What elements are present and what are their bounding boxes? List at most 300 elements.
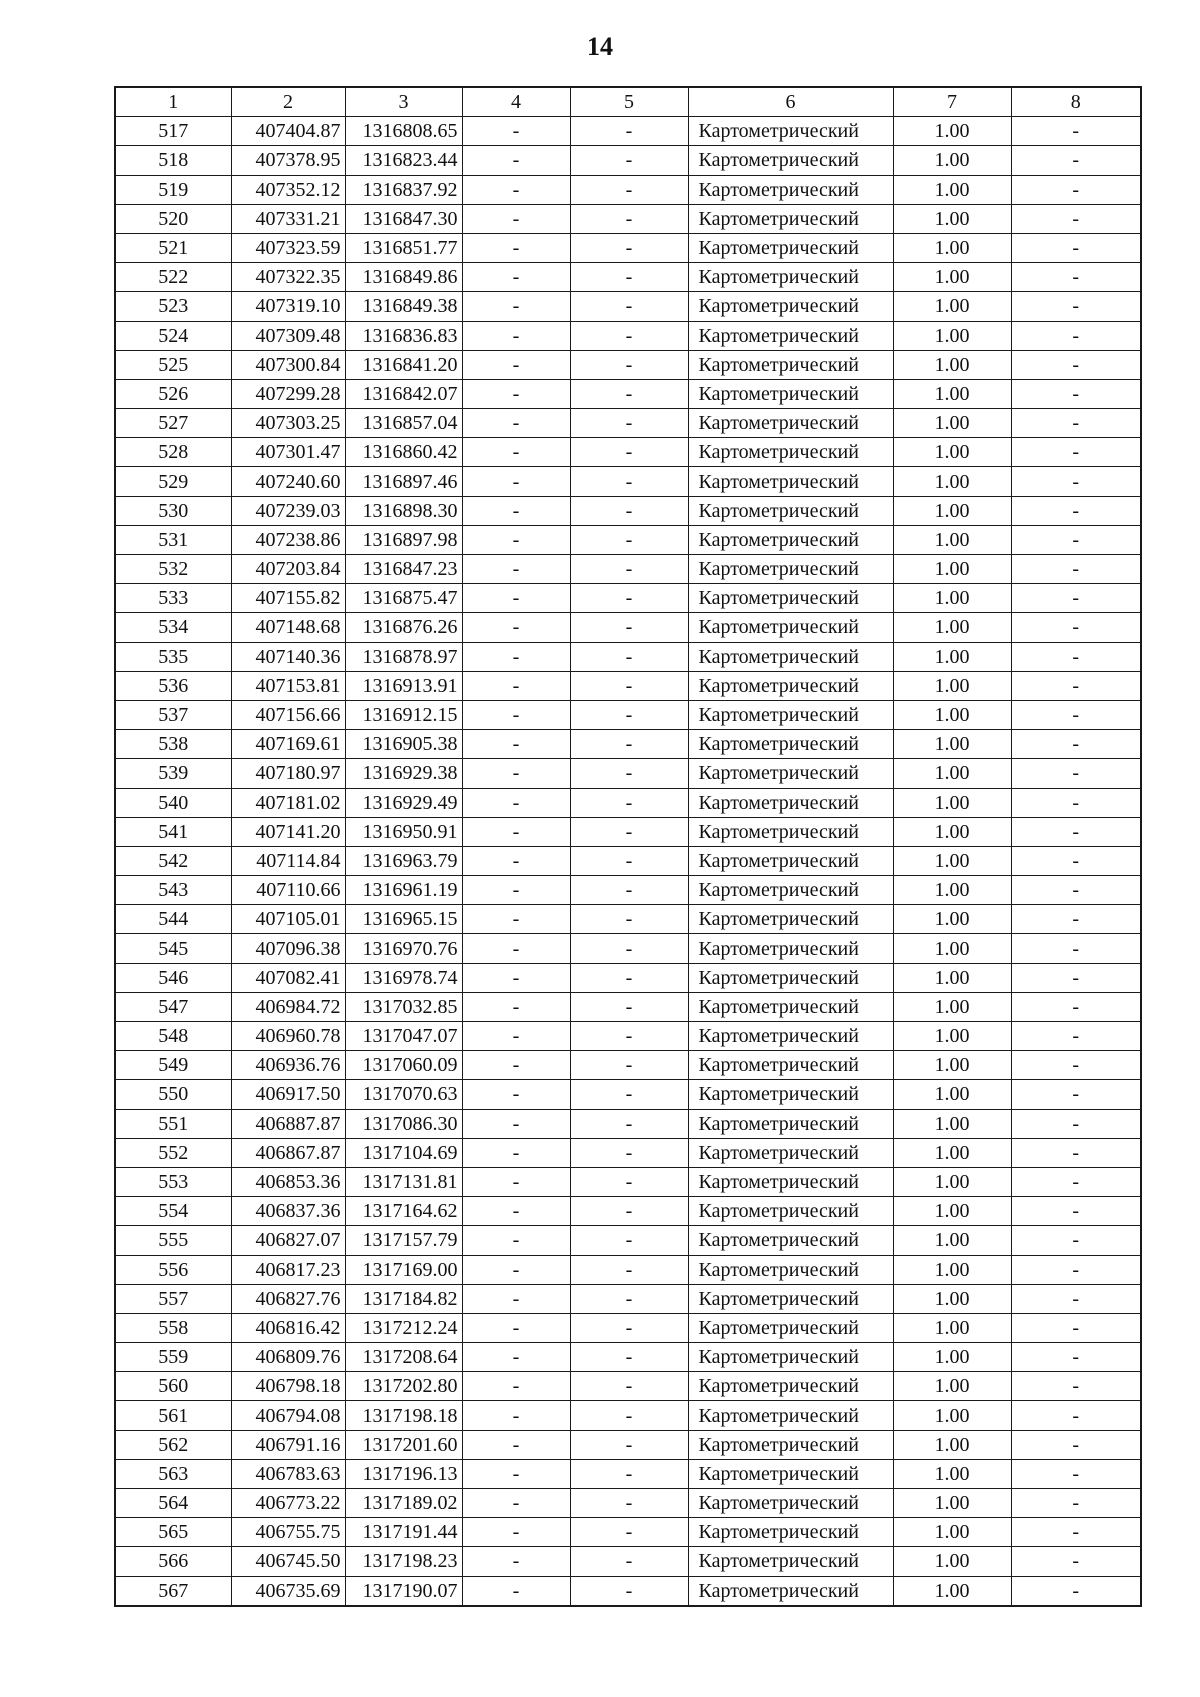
x-coordinate-cell: 406984.72 [231,992,345,1021]
column-4-cell: - [462,1372,570,1401]
y-coordinate-cell: 1317189.02 [345,1489,462,1518]
column-4-cell: - [462,700,570,729]
column-5-cell: - [570,1576,688,1606]
table-row [115,263,1141,292]
column-5-cell: - [570,730,688,759]
y-coordinate-cell: 1316963.79 [345,846,462,875]
column-4-cell: - [462,1343,570,1372]
y-coordinate-cell: 1317164.62 [345,1197,462,1226]
column-8-cell: - [1011,992,1141,1021]
x-coordinate-cell: 407352.12 [231,175,345,204]
x-coordinate-cell: 407301.47 [231,438,345,467]
method-cell: Картометрический [688,350,893,379]
accuracy-cell: 1.00 [893,1109,1011,1138]
column-4-cell: - [462,642,570,671]
table-row [115,1080,1141,1109]
point-number-cell: 529 [115,467,231,496]
accuracy-cell: 1.00 [893,292,1011,321]
method-cell: Картометрический [688,846,893,875]
point-number-cell: 565 [115,1518,231,1547]
column-8-cell: - [1011,759,1141,788]
point-number-cell: 550 [115,1080,231,1109]
table-row [115,905,1141,934]
column-8-cell: - [1011,409,1141,438]
column-5-cell: - [570,146,688,175]
method-cell: Картометрический [688,321,893,350]
column-header: 5 [570,87,688,117]
point-number-cell: 534 [115,613,231,642]
column-8-cell: - [1011,321,1141,350]
column-4-cell: - [462,379,570,408]
y-coordinate-cell: 1316860.42 [345,438,462,467]
point-number-cell: 555 [115,1226,231,1255]
method-cell: Картометрический [688,992,893,1021]
column-4-cell: - [462,117,570,146]
table-row [115,1109,1141,1138]
y-coordinate-cell: 1317131.81 [345,1167,462,1196]
point-number-cell: 522 [115,263,231,292]
x-coordinate-cell: 407156.66 [231,700,345,729]
method-cell: Картометрический [688,409,893,438]
x-coordinate-cell: 407239.03 [231,496,345,525]
point-number-cell: 540 [115,788,231,817]
y-coordinate-cell: 1316978.74 [345,963,462,992]
y-coordinate-cell: 1316912.15 [345,700,462,729]
column-5-cell: - [570,1372,688,1401]
point-number-cell: 532 [115,555,231,584]
column-4-cell: - [462,1518,570,1547]
accuracy-cell: 1.00 [893,321,1011,350]
y-coordinate-cell: 1316897.98 [345,525,462,554]
point-number-cell: 537 [115,700,231,729]
x-coordinate-cell: 406745.50 [231,1547,345,1576]
point-number-cell: 553 [115,1167,231,1196]
column-8-cell: - [1011,496,1141,525]
column-5-cell: - [570,409,688,438]
x-coordinate-cell: 407404.87 [231,117,345,146]
method-cell: Картометрический [688,1401,893,1430]
accuracy-cell: 1.00 [893,1226,1011,1255]
column-5-cell: - [570,671,688,700]
point-number-cell: 546 [115,963,231,992]
column-8-cell: - [1011,584,1141,613]
accuracy-cell: 1.00 [893,263,1011,292]
point-number-cell: 545 [115,934,231,963]
y-coordinate-cell: 1317104.69 [345,1138,462,1167]
x-coordinate-cell: 406827.76 [231,1284,345,1313]
column-4-cell: - [462,1109,570,1138]
accuracy-cell: 1.00 [893,817,1011,846]
accuracy-cell: 1.00 [893,1022,1011,1051]
accuracy-cell: 1.00 [893,1167,1011,1196]
table-row [115,379,1141,408]
column-header: 8 [1011,87,1141,117]
point-number-cell: 517 [115,117,231,146]
accuracy-cell: 1.00 [893,613,1011,642]
method-cell: Картометрический [688,671,893,700]
y-coordinate-cell: 1316847.23 [345,555,462,584]
method-cell: Картометрический [688,1489,893,1518]
column-8-cell: - [1011,788,1141,817]
point-number-cell: 519 [115,175,231,204]
y-coordinate-cell: 1316808.65 [345,117,462,146]
column-8-cell: - [1011,963,1141,992]
column-5-cell: - [570,788,688,817]
y-coordinate-cell: 1317070.63 [345,1080,462,1109]
y-coordinate-cell: 1316849.38 [345,292,462,321]
method-cell: Картометрический [688,146,893,175]
column-5-cell: - [570,379,688,408]
accuracy-cell: 1.00 [893,671,1011,700]
table-row [115,1313,1141,1342]
method-cell: Картометрический [688,963,893,992]
y-coordinate-cell: 1316847.30 [345,204,462,233]
x-coordinate-cell: 407323.59 [231,233,345,262]
y-coordinate-cell: 1316837.92 [345,175,462,204]
y-coordinate-cell: 1317032.85 [345,992,462,1021]
column-4-cell: - [462,1138,570,1167]
point-number-cell: 542 [115,846,231,875]
column-5-cell: - [570,817,688,846]
x-coordinate-cell: 407082.41 [231,963,345,992]
table-row [115,1284,1141,1313]
table-row [115,876,1141,905]
y-coordinate-cell: 1316950.91 [345,817,462,846]
accuracy-cell: 1.00 [893,496,1011,525]
method-cell: Картометрический [688,584,893,613]
table-row [115,204,1141,233]
y-coordinate-cell: 1316898.30 [345,496,462,525]
table-row [115,1372,1141,1401]
column-8-cell: - [1011,146,1141,175]
y-coordinate-cell: 1316905.38 [345,730,462,759]
column-5-cell: - [570,438,688,467]
column-4-cell: - [462,146,570,175]
y-coordinate-cell: 1317198.23 [345,1547,462,1576]
table-row [115,759,1141,788]
method-cell: Картометрический [688,1255,893,1284]
x-coordinate-cell: 407309.48 [231,321,345,350]
column-8-cell: - [1011,1138,1141,1167]
column-5-cell: - [570,934,688,963]
header-row [115,87,1141,117]
column-4-cell: - [462,1051,570,1080]
x-coordinate-cell: 407169.61 [231,730,345,759]
y-coordinate-cell: 1317184.82 [345,1284,462,1313]
x-coordinate-cell: 407181.02 [231,788,345,817]
column-8-cell: - [1011,1284,1141,1313]
x-coordinate-cell: 406735.69 [231,1576,345,1606]
accuracy-cell: 1.00 [893,350,1011,379]
method-cell: Картометрический [688,817,893,846]
point-number-cell: 544 [115,905,231,934]
y-coordinate-cell: 1317157.79 [345,1226,462,1255]
method-cell: Картометрический [688,1459,893,1488]
column-4-cell: - [462,1197,570,1226]
table-row [115,409,1141,438]
column-5-cell: - [570,1401,688,1430]
column-4-cell: - [462,204,570,233]
column-4-cell: - [462,817,570,846]
method-cell: Картометрический [688,1226,893,1255]
column-5-cell: - [570,175,688,204]
column-8-cell: - [1011,671,1141,700]
column-8-cell: - [1011,1576,1141,1606]
method-cell: Картометрический [688,934,893,963]
accuracy-cell: 1.00 [893,992,1011,1021]
point-number-cell: 541 [115,817,231,846]
column-8-cell: - [1011,876,1141,905]
column-header: 2 [231,87,345,117]
method-cell: Картометрический [688,496,893,525]
point-number-cell: 525 [115,350,231,379]
x-coordinate-cell: 407300.84 [231,350,345,379]
coordinates-table [114,86,1142,1607]
column-4-cell: - [462,584,570,613]
point-number-cell: 561 [115,1401,231,1430]
y-coordinate-cell: 1317208.64 [345,1343,462,1372]
column-8-cell: - [1011,700,1141,729]
table-row [115,525,1141,554]
method-cell: Картометрический [688,642,893,671]
point-number-cell: 526 [115,379,231,408]
accuracy-cell: 1.00 [893,1343,1011,1372]
table-row [115,992,1141,1021]
column-8-cell: - [1011,350,1141,379]
method-cell: Картометрический [688,1197,893,1226]
column-5-cell: - [570,263,688,292]
column-4-cell: - [462,846,570,875]
table-row [115,438,1141,467]
accuracy-cell: 1.00 [893,1459,1011,1488]
column-5-cell: - [570,1518,688,1547]
table-row [115,671,1141,700]
column-5-cell: - [570,117,688,146]
accuracy-cell: 1.00 [893,846,1011,875]
accuracy-cell: 1.00 [893,642,1011,671]
column-4-cell: - [462,467,570,496]
table-row [115,117,1141,146]
x-coordinate-cell: 406783.63 [231,1459,345,1488]
column-4-cell: - [462,292,570,321]
x-coordinate-cell: 406936.76 [231,1051,345,1080]
column-4-cell: - [462,788,570,817]
point-number-cell: 557 [115,1284,231,1313]
table-row [115,321,1141,350]
column-8-cell: - [1011,204,1141,233]
x-coordinate-cell: 407322.35 [231,263,345,292]
x-coordinate-cell: 407105.01 [231,905,345,934]
x-coordinate-cell: 407096.38 [231,934,345,963]
method-cell: Картометрический [688,233,893,262]
table-row [115,1226,1141,1255]
column-4-cell: - [462,1313,570,1342]
method-cell: Картометрический [688,1313,893,1342]
column-4-cell: - [462,1226,570,1255]
y-coordinate-cell: 1316929.38 [345,759,462,788]
x-coordinate-cell: 407155.82 [231,584,345,613]
table-row [115,730,1141,759]
column-5-cell: - [570,1080,688,1109]
column-4-cell: - [462,876,570,905]
x-coordinate-cell: 407114.84 [231,846,345,875]
y-coordinate-cell: 1316842.07 [345,379,462,408]
column-header: 6 [688,87,893,117]
column-4-cell: - [462,1284,570,1313]
y-coordinate-cell: 1316851.77 [345,233,462,262]
point-number-cell: 549 [115,1051,231,1080]
x-coordinate-cell: 407110.66 [231,876,345,905]
y-coordinate-cell: 1316897.46 [345,467,462,496]
y-coordinate-cell: 1317047.07 [345,1022,462,1051]
x-coordinate-cell: 407378.95 [231,146,345,175]
table-row [115,1576,1141,1606]
column-5-cell: - [570,1197,688,1226]
column-5-cell: - [570,642,688,671]
accuracy-cell: 1.00 [893,700,1011,729]
y-coordinate-cell: 1317191.44 [345,1518,462,1547]
table-row [115,1051,1141,1080]
accuracy-cell: 1.00 [893,1547,1011,1576]
column-8-cell: - [1011,438,1141,467]
column-5-cell: - [570,321,688,350]
column-5-cell: - [570,292,688,321]
point-number-cell: 567 [115,1576,231,1606]
point-number-cell: 539 [115,759,231,788]
point-number-cell: 558 [115,1313,231,1342]
y-coordinate-cell: 1316913.91 [345,671,462,700]
x-coordinate-cell: 406816.42 [231,1313,345,1342]
method-cell: Картометрический [688,1080,893,1109]
table-row [115,555,1141,584]
x-coordinate-cell: 406867.87 [231,1138,345,1167]
column-5-cell: - [570,555,688,584]
accuracy-cell: 1.00 [893,409,1011,438]
column-8-cell: - [1011,730,1141,759]
column-5-cell: - [570,1255,688,1284]
point-number-cell: 559 [115,1343,231,1372]
table-row [115,963,1141,992]
x-coordinate-cell: 406755.75 [231,1518,345,1547]
column-8-cell: - [1011,934,1141,963]
column-header: 3 [345,87,462,117]
method-cell: Картометрический [688,1372,893,1401]
y-coordinate-cell: 1316841.20 [345,350,462,379]
point-number-cell: 538 [115,730,231,759]
accuracy-cell: 1.00 [893,584,1011,613]
accuracy-cell: 1.00 [893,1051,1011,1080]
method-cell: Картометрический [688,1518,893,1547]
y-coordinate-cell: 1317086.30 [345,1109,462,1138]
method-cell: Картометрический [688,1109,893,1138]
method-cell: Картометрический [688,379,893,408]
column-8-cell: - [1011,1313,1141,1342]
column-4-cell: - [462,613,570,642]
column-8-cell: - [1011,292,1141,321]
method-cell: Картометрический [688,1547,893,1576]
table-row [115,350,1141,379]
column-8-cell: - [1011,1401,1141,1430]
accuracy-cell: 1.00 [893,233,1011,262]
column-8-cell: - [1011,1518,1141,1547]
y-coordinate-cell: 1316929.49 [345,788,462,817]
column-4-cell: - [462,1489,570,1518]
accuracy-cell: 1.00 [893,788,1011,817]
point-number-cell: 548 [115,1022,231,1051]
column-5-cell: - [570,963,688,992]
column-5-cell: - [570,1547,688,1576]
x-coordinate-cell: 406794.08 [231,1401,345,1430]
table-row [115,642,1141,671]
column-4-cell: - [462,438,570,467]
point-number-cell: 524 [115,321,231,350]
column-8-cell: - [1011,555,1141,584]
table-body [115,117,1141,1606]
method-cell: Картометрический [688,117,893,146]
accuracy-cell: 1.00 [893,379,1011,408]
y-coordinate-cell: 1316961.19 [345,876,462,905]
column-4-cell: - [462,934,570,963]
x-coordinate-cell: 406827.07 [231,1226,345,1255]
y-coordinate-cell: 1316878.97 [345,642,462,671]
x-coordinate-cell: 406887.87 [231,1109,345,1138]
x-coordinate-cell: 407238.86 [231,525,345,554]
y-coordinate-cell: 1317060.09 [345,1051,462,1080]
point-number-cell: 527 [115,409,231,438]
x-coordinate-cell: 406837.36 [231,1197,345,1226]
column-4-cell: - [462,1459,570,1488]
column-8-cell: - [1011,642,1141,671]
y-coordinate-cell: 1317201.60 [345,1430,462,1459]
column-4-cell: - [462,321,570,350]
column-5-cell: - [570,1167,688,1196]
table-row [115,1459,1141,1488]
column-5-cell: - [570,700,688,729]
column-8-cell: - [1011,1459,1141,1488]
accuracy-cell: 1.00 [893,934,1011,963]
accuracy-cell: 1.00 [893,438,1011,467]
x-coordinate-cell: 406791.16 [231,1430,345,1459]
column-5-cell: - [570,350,688,379]
method-cell: Картометрический [688,467,893,496]
table-header [115,87,1141,117]
column-4-cell: - [462,730,570,759]
y-coordinate-cell: 1316849.86 [345,263,462,292]
column-8-cell: - [1011,175,1141,204]
method-cell: Картометрический [688,1343,893,1372]
column-8-cell: - [1011,1080,1141,1109]
x-coordinate-cell: 407140.36 [231,642,345,671]
x-coordinate-cell: 407319.10 [231,292,345,321]
x-coordinate-cell: 406773.22 [231,1489,345,1518]
column-8-cell: - [1011,263,1141,292]
column-8-cell: - [1011,1343,1141,1372]
column-4-cell: - [462,496,570,525]
column-8-cell: - [1011,1372,1141,1401]
column-8-cell: - [1011,1197,1141,1226]
column-4-cell: - [462,905,570,934]
accuracy-cell: 1.00 [893,1401,1011,1430]
table-row [115,1343,1141,1372]
y-coordinate-cell: 1316970.76 [345,934,462,963]
x-coordinate-cell: 407153.81 [231,671,345,700]
column-8-cell: - [1011,1022,1141,1051]
table-row [115,175,1141,204]
method-cell: Картометрический [688,1167,893,1196]
column-8-cell: - [1011,1167,1141,1196]
column-4-cell: - [462,525,570,554]
method-cell: Картометрический [688,730,893,759]
